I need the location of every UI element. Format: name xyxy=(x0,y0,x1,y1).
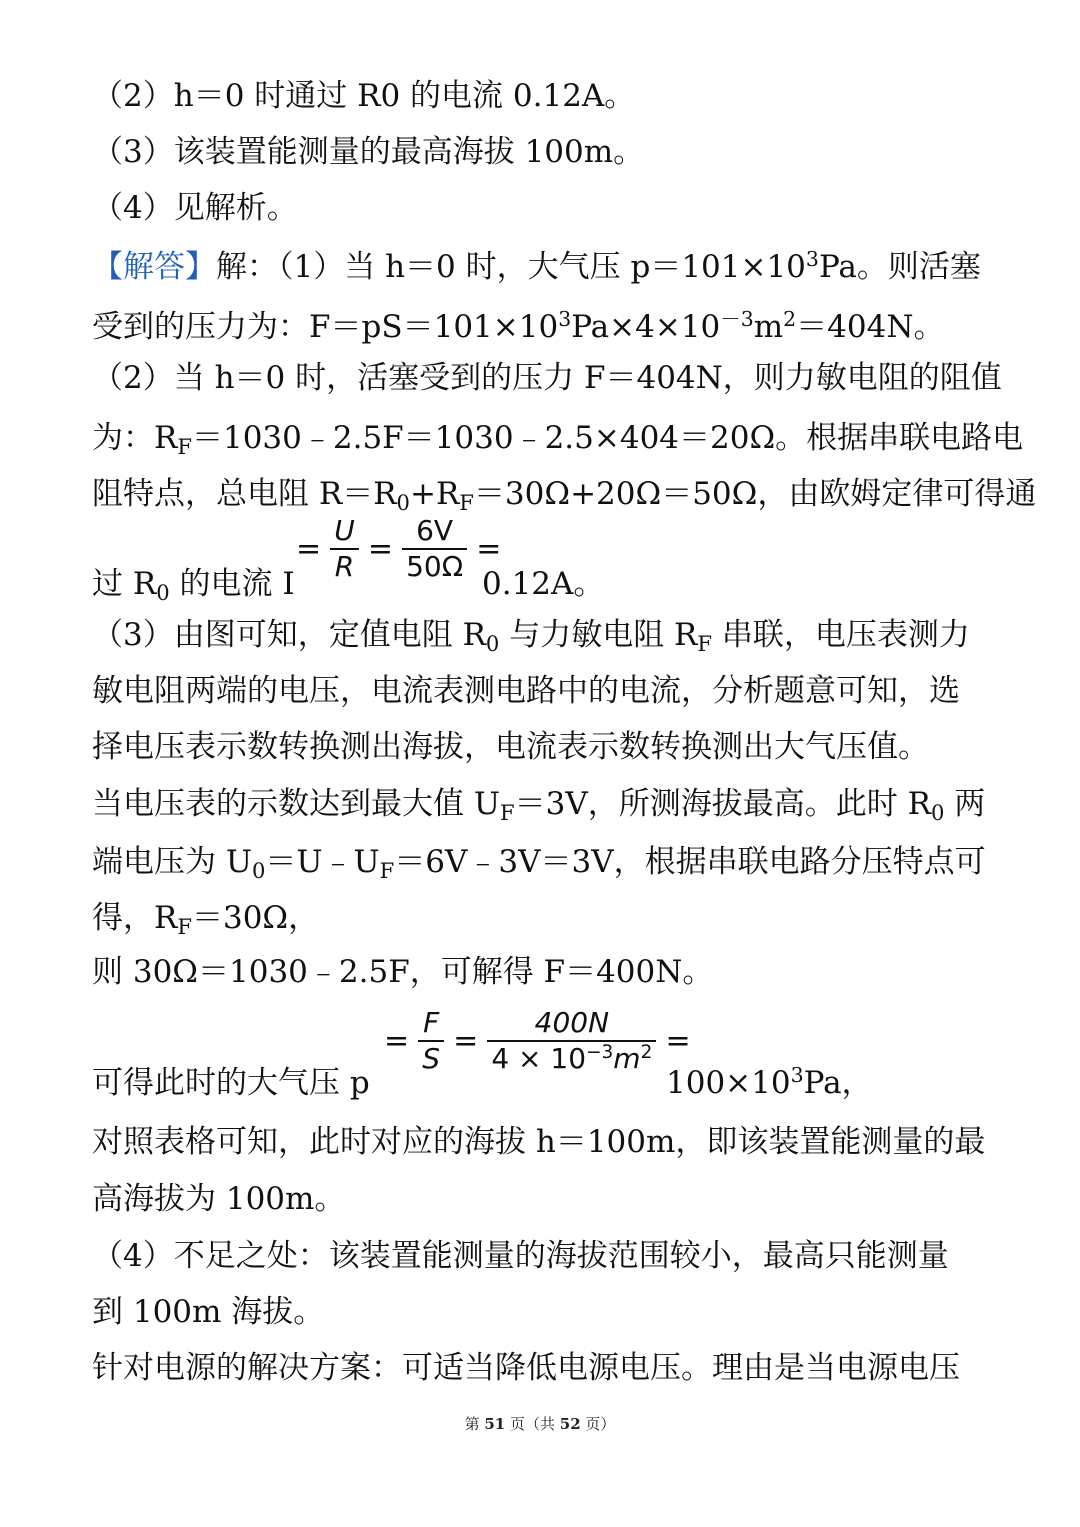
superscript: −3 xyxy=(586,1041,614,1063)
solution-line-7 xyxy=(92,615,1018,655)
solution-line-9: 择电压表示数转换测出海拔，电流表示数转换测出大气压值。 xyxy=(92,729,929,765)
numerator: 400N xyxy=(487,1006,656,1042)
text: 两 xyxy=(944,786,986,822)
text: m xyxy=(613,1042,641,1075)
solution-line-14: 可得此时的大气压 p xyxy=(92,1065,370,1101)
text: ＝3V，所测海拔最高。此时 R xyxy=(514,786,931,822)
solution-line-16: 高海拔为 100m。 xyxy=(92,1181,346,1217)
denominator: 50Ω xyxy=(406,550,464,583)
equals-sign: = xyxy=(296,531,322,567)
numerator: F xyxy=(418,1006,444,1042)
equals-sign: = xyxy=(367,531,393,567)
subscript: F xyxy=(459,489,474,515)
text: （3）由图可知，定值电阻 R xyxy=(92,617,486,653)
text: 当电压表的示数达到最大值 U xyxy=(92,786,500,822)
solution-line-1 xyxy=(92,247,1018,287)
solution-line-18: 到 100m 海拔。 xyxy=(92,1294,325,1330)
text: 与力敏电阻 R xyxy=(499,617,698,653)
solution-line-4 xyxy=(92,418,1024,459)
solution-line-10 xyxy=(92,784,1018,824)
text: ＝30Ω， xyxy=(191,900,320,936)
subscript: 0 xyxy=(485,630,500,656)
solution-line-12 xyxy=(92,898,1018,938)
text: 阻特点，总电阻 R＝R xyxy=(92,476,397,512)
text: +R xyxy=(409,476,460,512)
subscript: F xyxy=(697,630,713,656)
text: Pa， xyxy=(803,1065,873,1101)
pressure-result xyxy=(666,1063,1018,1103)
subscript: F xyxy=(499,799,515,825)
text: 100×10 xyxy=(666,1065,791,1101)
subscript: F xyxy=(177,913,192,939)
text: ＝30Ω+20Ω＝50Ω，由欧姆定律可得通 xyxy=(473,476,1037,512)
text: ＝404N。 xyxy=(796,309,945,345)
subscript: F xyxy=(379,857,395,883)
text: 的电流 I xyxy=(169,566,295,602)
answer-4: （4）见解析。 xyxy=(92,190,298,226)
text: 解：（1）当 h＝0 时，大气压 p＝101×10 xyxy=(216,249,806,285)
text: 第 xyxy=(464,1415,485,1433)
fraction-f-over-s xyxy=(418,1006,444,1076)
page-number: 51 xyxy=(484,1415,506,1433)
fraction-400n-over-area xyxy=(487,1006,656,1076)
subscript: F xyxy=(177,433,192,459)
denominator: R xyxy=(334,550,355,583)
superscript: 3 xyxy=(558,306,572,331)
equals-sign: = xyxy=(453,1023,479,1059)
subscript: 0 xyxy=(930,799,945,825)
equals-sign: = xyxy=(476,531,502,567)
numerator: 6V xyxy=(402,514,467,550)
solution-line-3: （2）当 h＝0 时，活塞受到的压力 F＝404N，则力敏电阻的阻值 xyxy=(92,360,1002,396)
solution-tag: 【解答】 xyxy=(92,249,216,285)
answer-2: （2）h＝0 时通过 R0 的电流 0.12A。 xyxy=(92,78,636,114)
text: 为：R xyxy=(92,420,178,456)
text: 过 R xyxy=(92,566,157,602)
text: m xyxy=(753,309,784,345)
denominator xyxy=(487,1042,656,1076)
current-formula xyxy=(296,514,501,584)
answer-3: （3）该装置能测量的最高海拔 100m。 xyxy=(92,134,645,170)
text: 4 × 10 xyxy=(491,1042,587,1075)
solution-line-17: （4）不足之处：该装置能测量的海拔范围较小，最高只能测量 xyxy=(92,1238,949,1274)
page-footer xyxy=(0,1413,1080,1434)
numerator: U xyxy=(330,514,359,550)
equals-sign: = xyxy=(665,1023,691,1059)
text: 页） xyxy=(580,1415,616,1433)
superscript: 2 xyxy=(640,1041,653,1063)
equals-sign: = xyxy=(384,1023,410,1059)
pressure-formula xyxy=(384,1006,691,1076)
text: 得，R xyxy=(92,900,178,936)
solution-line-19: 针对电源的解决方案：可适当降低电源电压。理由是当电源电压 xyxy=(92,1350,960,1386)
current-result: 0.12A。 xyxy=(482,566,605,602)
solution-line-2 xyxy=(92,307,1018,347)
solution-line-13: 则 30Ω＝1030﹣2.5F，可解得 F＝400N。 xyxy=(92,954,714,990)
text: Pa×4×10 xyxy=(571,309,721,345)
total-pages: 52 xyxy=(559,1415,581,1433)
superscript: 2 xyxy=(783,306,797,331)
subscript: 0 xyxy=(251,857,266,883)
solution-line-8: 敏电阻两端的电压，电流表测电路中的电流，分析题意可知，选 xyxy=(92,673,960,709)
subscript: 0 xyxy=(156,579,170,605)
text: ＝1030﹣2.5F＝1030﹣2.5×404＝20Ω。根据串联电路电 xyxy=(191,420,1024,456)
subscript: 0 xyxy=(396,489,410,515)
text: Pa。则活塞 xyxy=(818,249,981,285)
text: ＝U﹣U xyxy=(265,844,380,880)
text: 串联，电压表测力 xyxy=(712,617,970,653)
text: 端电压为 U xyxy=(92,844,252,880)
fraction-u-over-r xyxy=(330,514,359,584)
superscript: 3 xyxy=(790,1062,804,1087)
fraction-6v-over-50ohm xyxy=(402,514,467,584)
solution-line-5 xyxy=(92,474,1037,515)
text: ＝6V﹣3V＝3V，根据串联电路分压特点可 xyxy=(394,844,986,880)
superscript: 3 xyxy=(805,246,819,271)
solution-line-15: 对照表格可知，此时对应的海拔 h＝100m，即该装置能测量的最 xyxy=(92,1124,986,1160)
text: 页（共 xyxy=(505,1415,560,1433)
solution-line-11 xyxy=(92,842,1018,882)
denominator: S xyxy=(422,1042,441,1075)
superscript: －3 xyxy=(720,306,754,331)
text: 受到的压力为：F＝pS＝101×10 xyxy=(92,309,559,345)
